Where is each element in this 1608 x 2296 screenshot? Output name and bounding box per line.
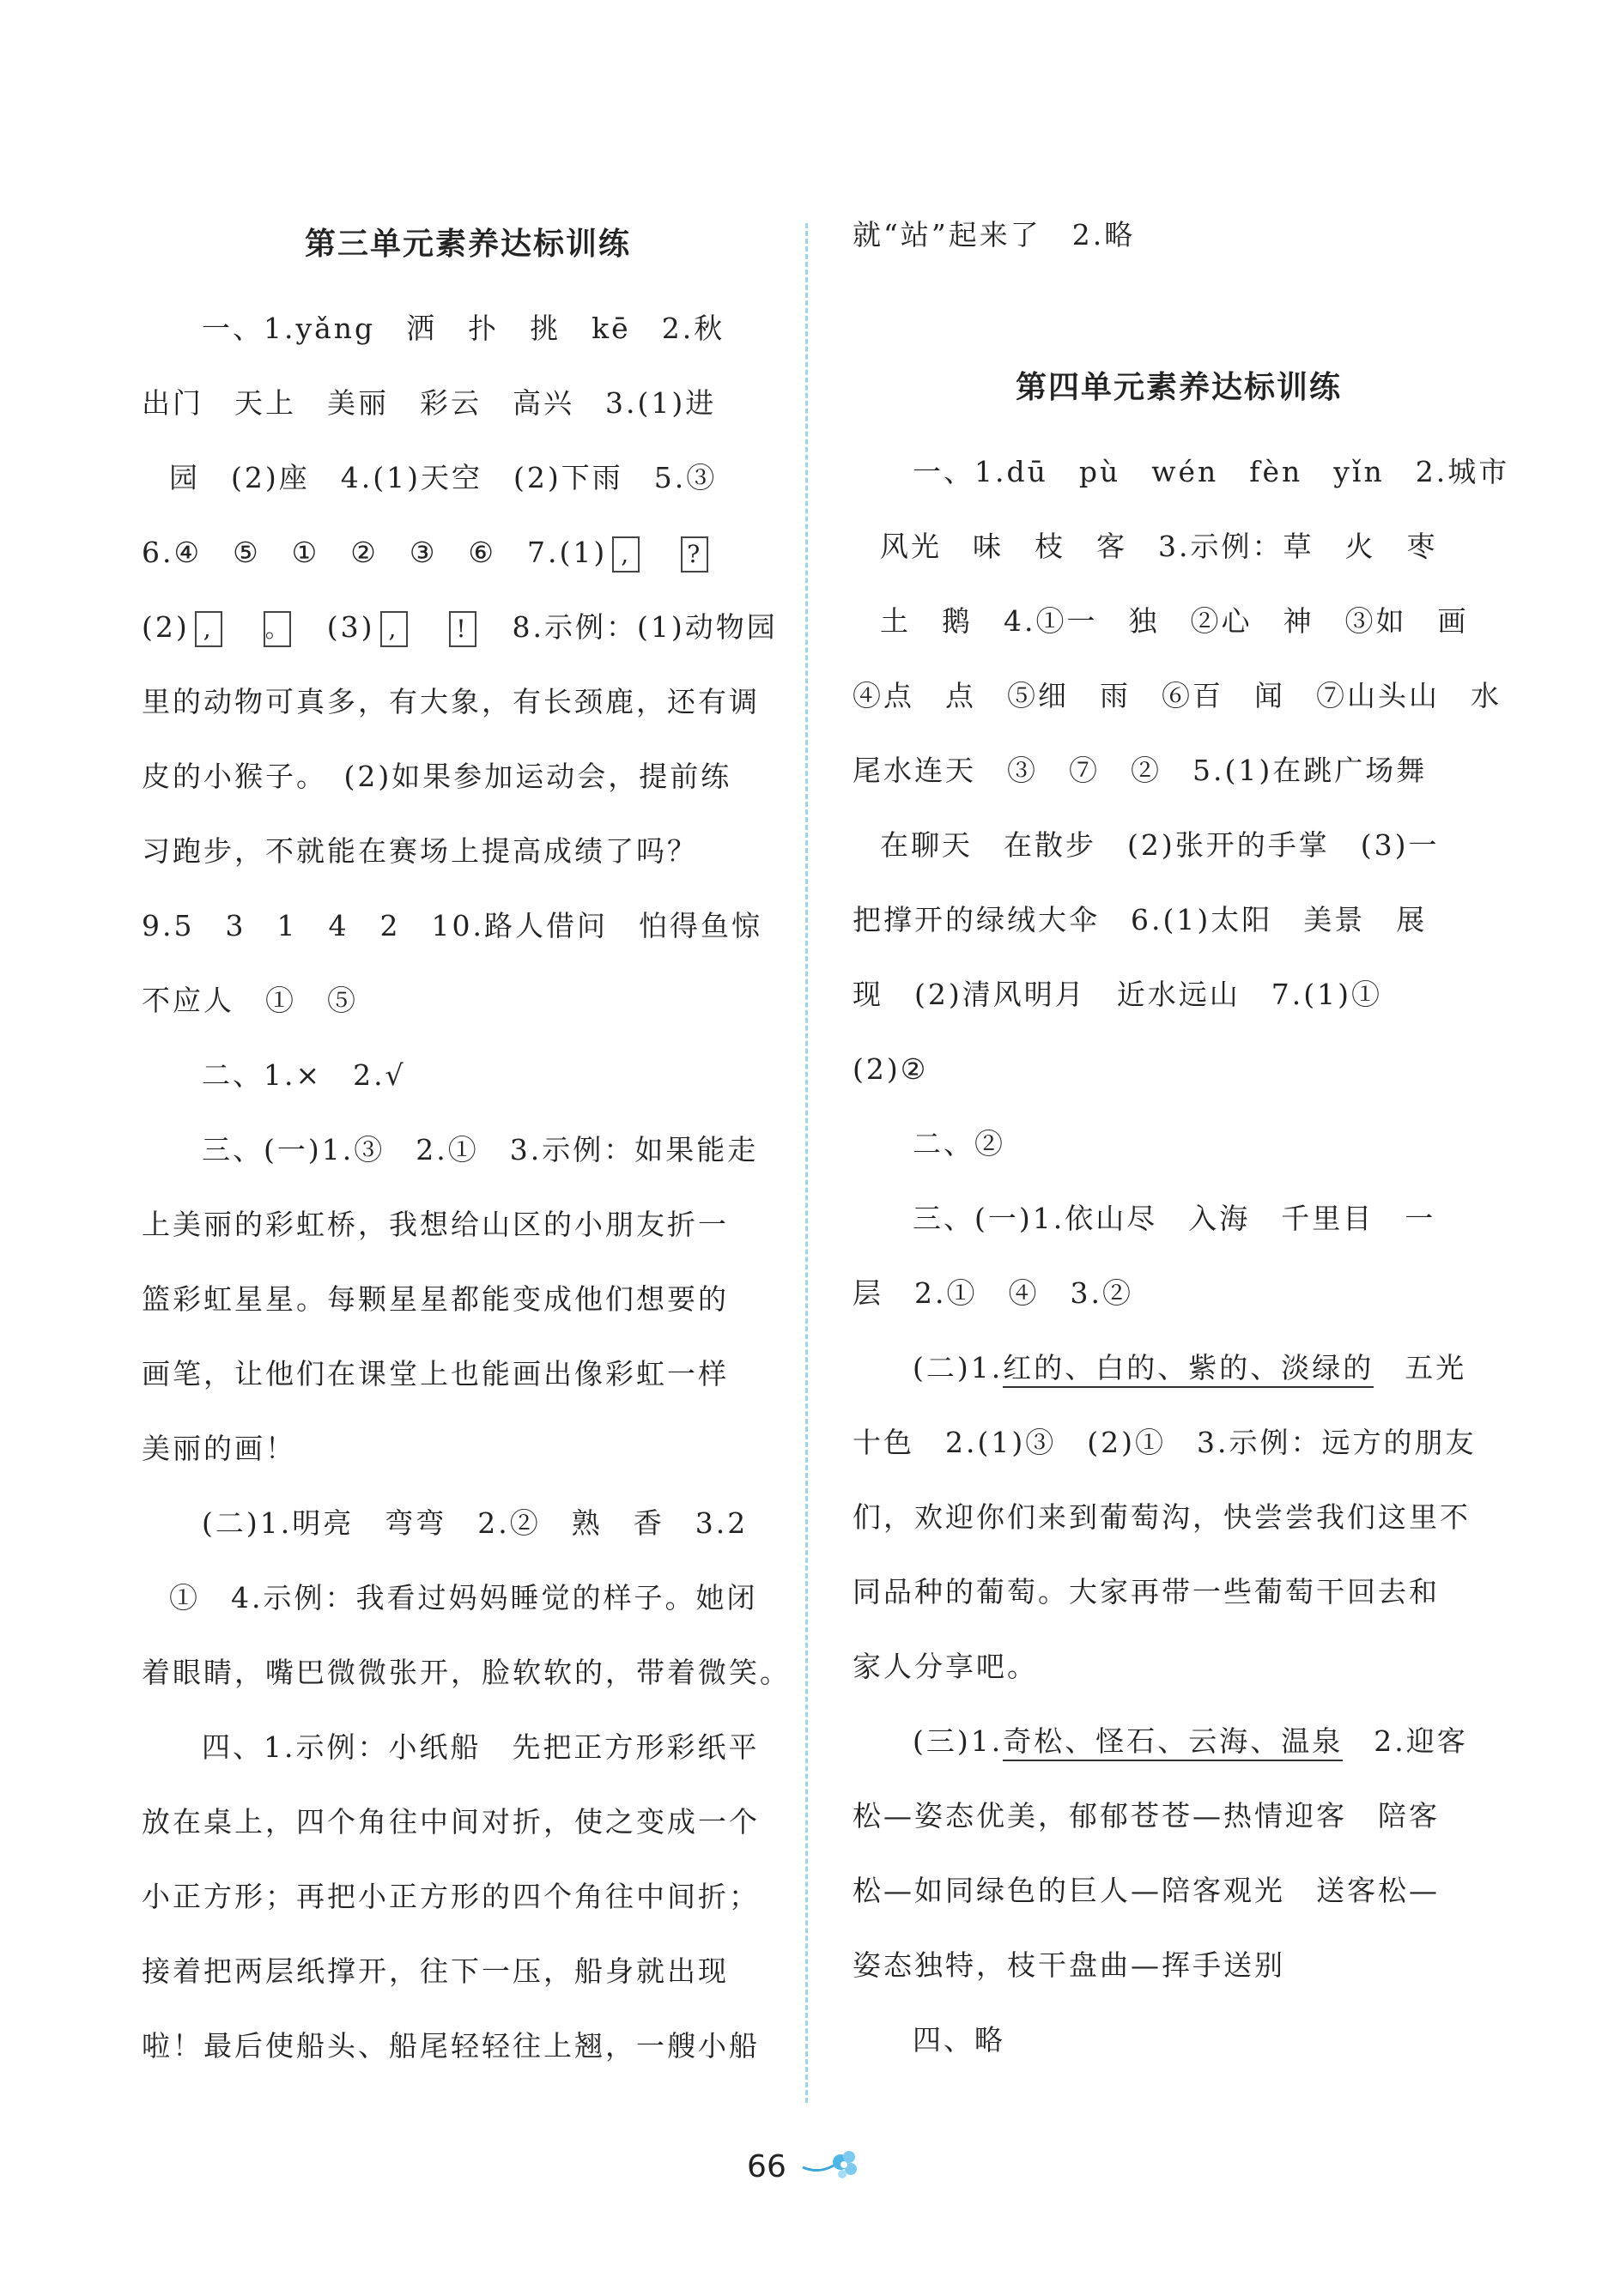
spacer — [853, 272, 1505, 341]
section-heading: 二、1.× 2.√ — [202, 1058, 406, 1092]
answer-line: 皮的小猴子。 (2)如果参加运动会，提前练 — [142, 760, 732, 793]
answer-line: 尾水连天 ③ ⑦ ② 5.(1)在跳广场舞 — [853, 754, 1428, 787]
answer-line: 上美丽的彩虹桥，我想给山区的小朋友折一 — [142, 1208, 729, 1241]
punctuation-box: ? — [681, 536, 708, 572]
left-column — [142, 197, 794, 2083]
answer-line: 家人分享吧。 — [853, 1650, 1038, 1683]
answer-line: 出门 天上 美丽 彩云 高兴 3.(1)进 — [142, 386, 717, 420]
flower-ornament-icon — [801, 2148, 861, 2186]
punctuation-box: , — [612, 536, 640, 572]
column-divider — [805, 223, 808, 2103]
answer-line — [142, 590, 794, 664]
punctuation-box: ! — [449, 611, 476, 647]
punctuation-box: 。 — [264, 611, 291, 647]
answer-line: 美丽的画！ — [142, 1432, 296, 1465]
answer-line: 接着把两层纸撑开，往下一压，船身就出现 — [142, 1954, 729, 1988]
answer-line: 一、1.yǎng 洒 扑 挑 kē 2.秋 — [202, 312, 725, 345]
answer-text: 6.④ ⑤ ① ② ③ ⑥ 7.(1) — [142, 536, 608, 569]
page-footer — [0, 2142, 1608, 2193]
section-heading: 三、(一)1.依山尽 入海 千里目 一 — [913, 1202, 1436, 1235]
answer-line: 9.5 3 1 4 2 10.路人借问 怕得鱼惊 — [142, 909, 762, 942]
answer-line: 松—如同绿色的巨人—陪客观光 送客松— — [853, 1874, 1440, 1907]
section-heading: 四、1.示例：小纸船 先把正方形彩纸平 — [202, 1730, 760, 1764]
answer-line: 啦！最后使船头、船尾轻轻往上翘，一艘小船 — [142, 2029, 760, 2063]
section-heading: 二、② — [913, 1127, 1005, 1160]
answer-line: 一、1.dū pù wén fèn yǐn 2.城市 — [913, 455, 1510, 488]
answer-line: 放在桌上，四个角往中间对折，使之变成一个 — [142, 1805, 760, 1839]
answer-text: (2) — [142, 610, 190, 644]
punctuation-box: , — [380, 611, 408, 647]
answer-line: 里的动物可真多，有大象，有长颈鹿，还有调 — [142, 685, 760, 718]
answer-line: ④点 点 ⑤细 雨 ⑥百 闻 ⑦山头山 水 — [853, 679, 1502, 712]
punctuation-box: , — [195, 611, 222, 647]
answer-line: (二)1.明亮 弯弯 2.② 熟 香 3.2 — [202, 1506, 749, 1540]
answer-line: 园 (2)座 4.(1)天空 (2)下雨 5.③ — [169, 461, 718, 494]
answer-line: 同品种的葡萄。大家再带一些葡萄干回去和 — [853, 1575, 1440, 1608]
answer-line: 小正方形；再把小正方形的四个角往中间折； — [142, 1880, 760, 1913]
section-heading: 四、略 — [913, 2023, 1005, 2057]
section-heading: 三、(一)1.③ 2.① 3.示例：如果能走 — [202, 1133, 759, 1166]
page-number: 66 — [747, 2149, 786, 2184]
answer-line: 在聊天 在散步 (2)张开的手掌 (3)一 — [880, 828, 1440, 862]
answer-text: (三)1. — [913, 1724, 1004, 1758]
answer-text: 五光 — [1374, 1351, 1467, 1384]
unit4-title: 第四单元素养达标训练 — [1015, 370, 1342, 405]
answer-line: 画笔，让他们在课堂上也能画出像彩虹一样 — [142, 1357, 729, 1390]
answer-line: 风光 味 枝 客 3.示例：草 火 枣 — [880, 530, 1438, 563]
underlined-answer: 奇松、怪石、云海、温泉 — [1003, 1724, 1343, 1761]
answer-line: 着眼睛，嘴巴微微张开，脸软软的，带着微笑。 — [142, 1656, 791, 1689]
answer-text: (3) — [326, 610, 375, 644]
answer-line: 把撑开的绿绒大伞 6.(1)太阳 美景 展 — [853, 903, 1428, 936]
answer-text: 2.迎客 — [1343, 1724, 1468, 1758]
answer-line: 松—姿态优美，郁郁苍苍—热情迎客 陪客 — [853, 1799, 1440, 1833]
underlined-answer: 红的、白的、紫的、淡绿的 — [1003, 1351, 1374, 1388]
answer-line: 现 (2)清风明月 近水远山 7.(1)① — [853, 978, 1382, 1011]
answer-line: ① 4.示例：我看过妈妈睡觉的样子。她闭 — [169, 1581, 758, 1614]
answer-line: (2)② — [853, 1052, 929, 1086]
answer-line: 层 2.① ④ 3.② — [853, 1276, 1133, 1310]
answer-line: 习跑步，不就能在赛场上提高成绩了吗？ — [142, 834, 698, 868]
right-column — [853, 197, 1510, 2077]
answer-line — [142, 515, 794, 590]
answer-line: 不应人 ① ⑤ — [142, 984, 358, 1017]
answer-line: 姿态独特，枝干盘曲—挥手送别 — [853, 1948, 1285, 1982]
answer-line: 土 鹅 4.①一 独 ②心 神 ③如 画 — [880, 604, 1469, 638]
answer-line: 篮彩虹星星。每颗星星都能变成他们想要的 — [142, 1282, 729, 1316]
answer-line: 们，欢迎你们来到葡萄沟，快尝尝我们这里不 — [853, 1500, 1471, 1534]
answer-line: 就“站”起来了 2.略 — [853, 218, 1136, 251]
answer-text: (二)1. — [913, 1351, 1004, 1384]
unit3-title: 第三单元素养达标训练 — [304, 227, 631, 262]
answer-line — [853, 1704, 1505, 1778]
answer-line: 十色 2.(1)③ (2)① 3.示例：远方的朋友 — [853, 1426, 1477, 1459]
answer-line — [853, 1330, 1505, 1405]
answer-text: 8.示例：(1)动物园 — [512, 610, 778, 644]
